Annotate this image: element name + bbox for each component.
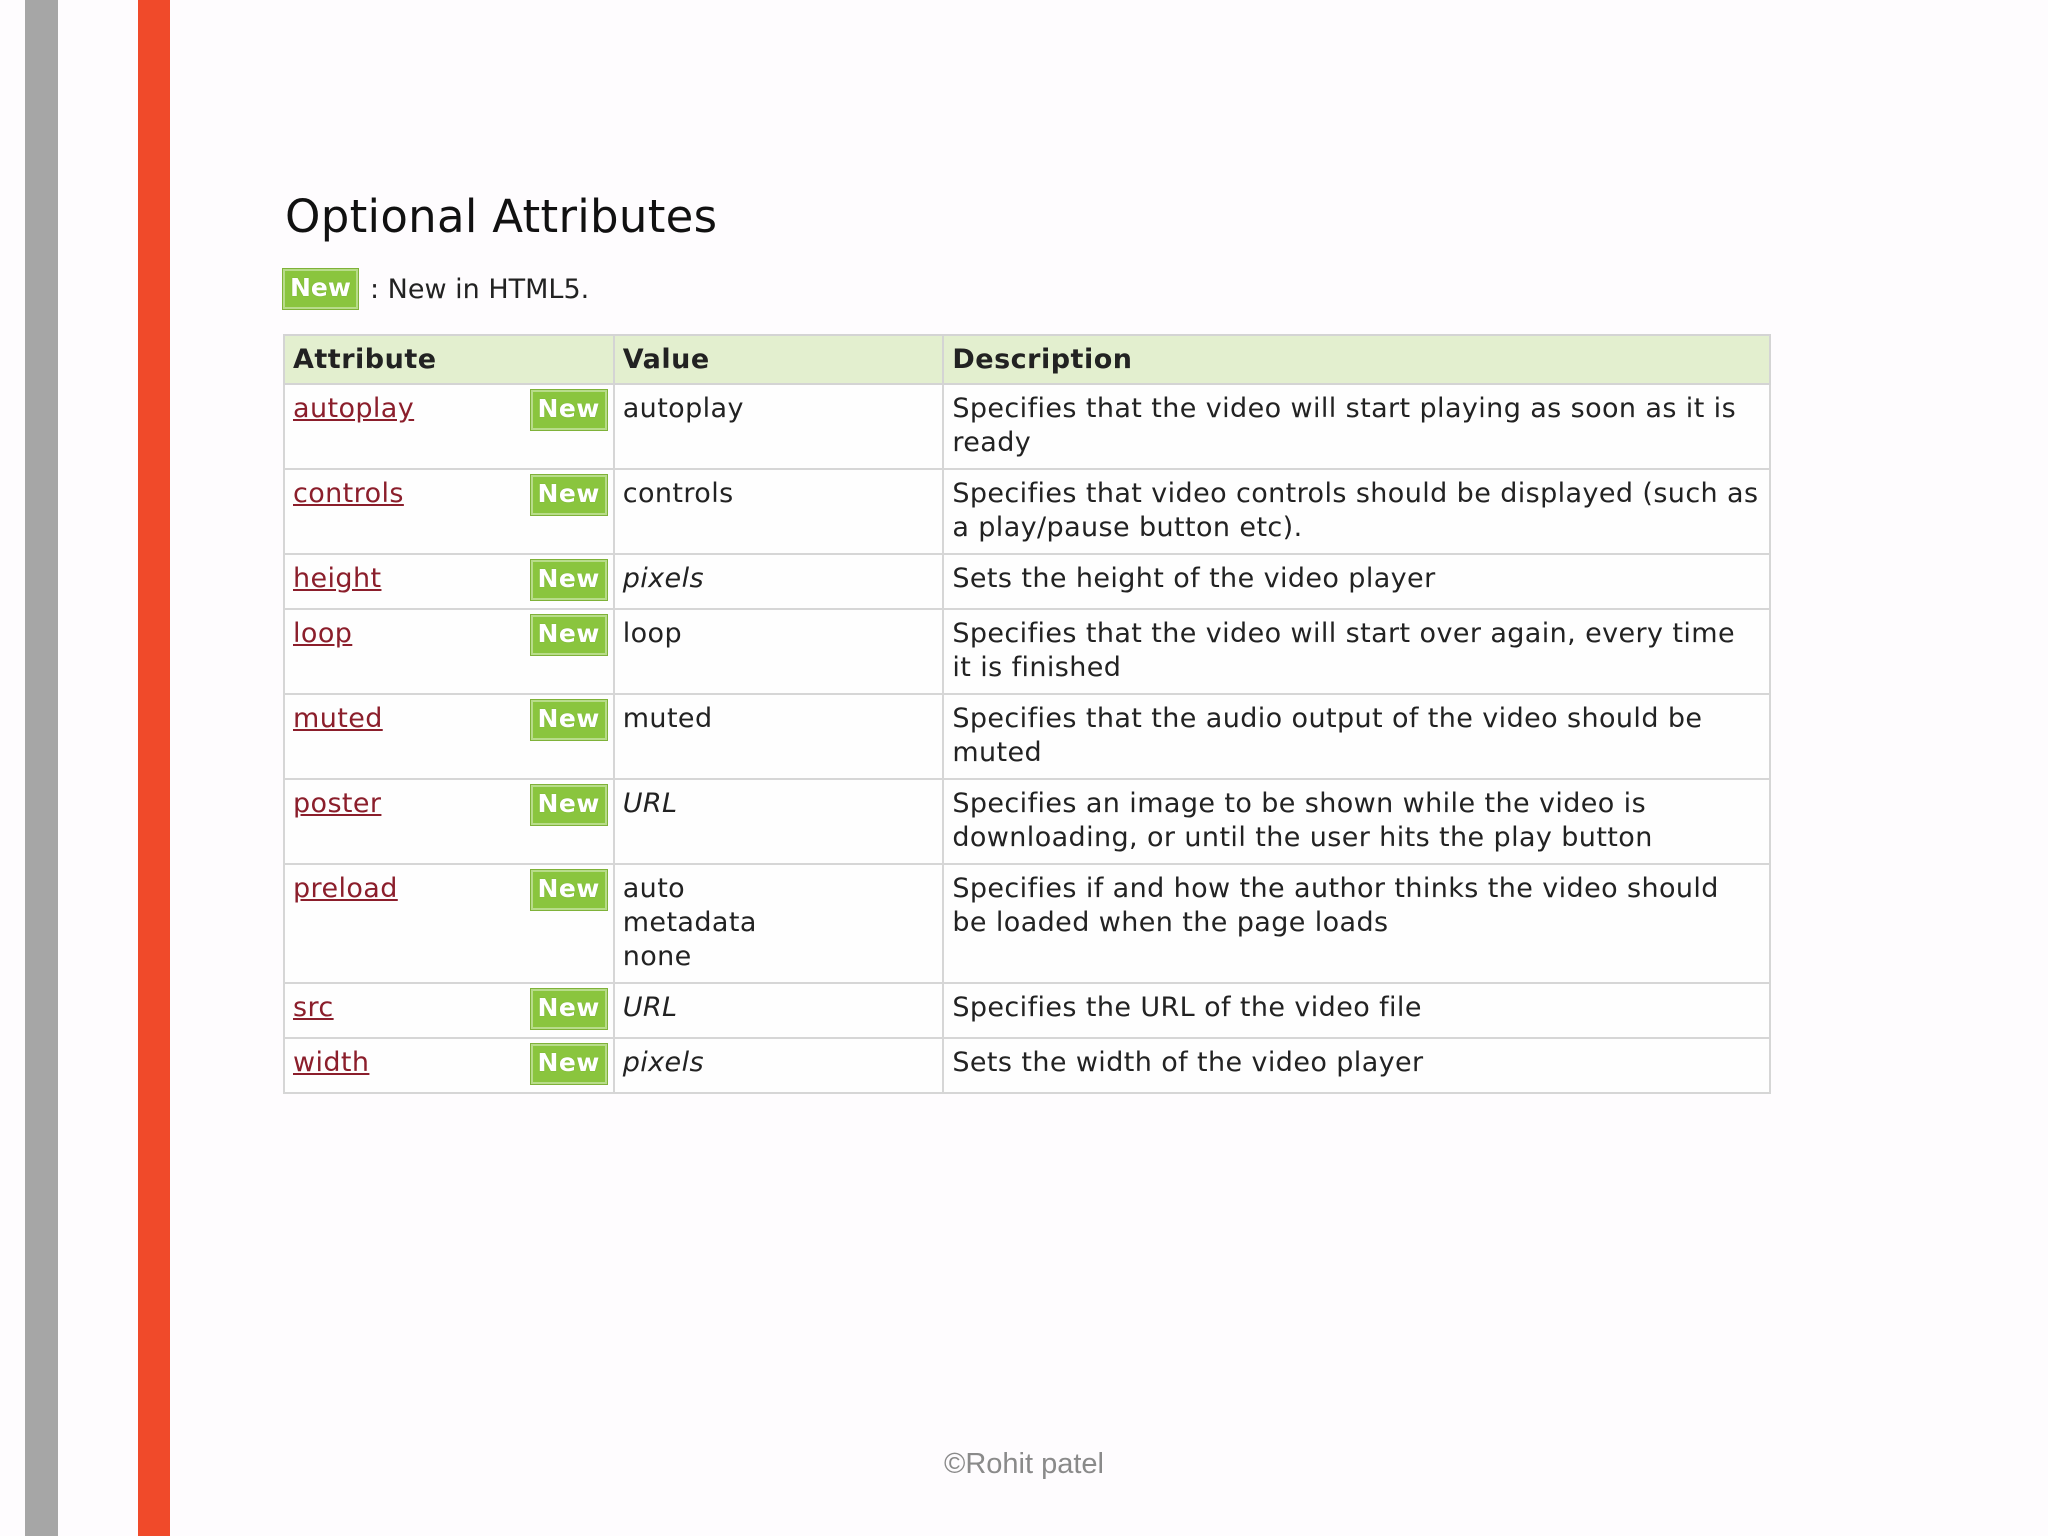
- table-row: [284, 1038, 1770, 1093]
- value-cell: [614, 983, 944, 1038]
- new-badge: New: [531, 870, 607, 910]
- legend-text: : New in HTML5.: [369, 273, 590, 305]
- table-row: [284, 864, 1770, 983]
- attribute-cell: [284, 983, 614, 1038]
- description-cell: Specifies the URL of the video file: [943, 983, 1770, 1038]
- value-cell: [614, 609, 944, 694]
- new-badge: New: [531, 560, 607, 600]
- description-cell: Specifies that the audio output of the video should be muted: [943, 694, 1770, 779]
- description-cell: Sets the width of the video player: [943, 1038, 1770, 1093]
- value-text: none: [622, 941, 692, 972]
- left-orange-stripe: [138, 0, 170, 1536]
- value-cell: [614, 694, 944, 779]
- table-row: [284, 609, 1770, 694]
- new-badge: New: [531, 785, 607, 825]
- table-row: [284, 469, 1770, 554]
- header-value: Value: [614, 335, 944, 384]
- table-header-row: [284, 335, 1770, 384]
- value-cell: [614, 864, 944, 983]
- new-badge: New: [283, 269, 358, 309]
- table-row: [284, 694, 1770, 779]
- attribute-cell: [284, 609, 614, 694]
- value-text: metadata: [622, 907, 757, 938]
- slide-content: [283, 190, 1773, 1094]
- table-body: [284, 384, 1770, 1093]
- page-title: Optional Attributes: [285, 190, 718, 243]
- table-row: [284, 554, 1770, 609]
- description-cell: Specifies if and how the author thinks the video should be loaded when the page loads: [943, 864, 1770, 983]
- value-text: URL: [622, 992, 678, 1023]
- table-row: [284, 384, 1770, 469]
- new-badge: New: [531, 700, 607, 740]
- value-text: URL: [622, 788, 678, 819]
- attribute-cell: [284, 384, 614, 469]
- value-cell: [614, 384, 944, 469]
- table-row: [284, 983, 1770, 1038]
- attribute-cell: [284, 554, 614, 609]
- attribute-link-src[interactable]: src: [293, 992, 334, 1023]
- new-badge: New: [531, 475, 607, 515]
- value-cell: [614, 469, 944, 554]
- attribute-cell: [284, 779, 614, 864]
- header-attribute: Attribute: [284, 335, 614, 384]
- new-badge: New: [531, 615, 607, 655]
- description-cell: Specifies that the video will start over again, every time it is finished: [943, 609, 1770, 694]
- value-cell: [614, 779, 944, 864]
- left-grey-stripe: [25, 0, 58, 1536]
- attribute-link-height[interactable]: height: [293, 563, 382, 594]
- footer-copyright: ©Rohit patel: [943, 1448, 1104, 1480]
- description-cell: Specifies that video controls should be displayed (such as a play/pause button etc).: [943, 469, 1770, 554]
- value-text: muted: [622, 703, 713, 734]
- description-cell: Specifies that the video will start playing as soon as it is ready: [943, 384, 1770, 469]
- attribute-link-muted[interactable]: muted: [293, 703, 383, 734]
- value-text: autoplay: [622, 393, 744, 424]
- value-cell: [614, 1038, 944, 1093]
- attribute-link-preload[interactable]: preload: [293, 873, 398, 904]
- attribute-link-loop[interactable]: loop: [293, 618, 353, 649]
- attribute-link-autoplay[interactable]: autoplay: [293, 393, 415, 424]
- attribute-link-controls[interactable]: controls: [293, 478, 404, 509]
- attribute-cell: [284, 1038, 614, 1093]
- attribute-link-poster[interactable]: poster: [293, 788, 382, 819]
- value-text: loop: [622, 618, 683, 649]
- attributes-table: [283, 334, 1771, 1094]
- value-text: pixels: [622, 563, 704, 594]
- new-badge: New: [531, 1044, 607, 1084]
- attribute-cell: [284, 864, 614, 983]
- value-text: pixels: [622, 1047, 704, 1078]
- value-text: auto: [622, 873, 686, 904]
- header-description: Description: [943, 335, 1770, 384]
- description-cell: Sets the height of the video player: [943, 554, 1770, 609]
- new-badge: New: [531, 390, 607, 430]
- new-badge: New: [531, 989, 607, 1029]
- value-cell: [614, 554, 944, 609]
- legend: [283, 269, 1773, 309]
- attribute-link-width[interactable]: width: [293, 1047, 370, 1078]
- attribute-cell: [284, 694, 614, 779]
- table-row: [284, 779, 1770, 864]
- description-cell: Specifies an image to be shown while the video is downloading, or until the user hits the play button: [943, 779, 1770, 864]
- value-text: controls: [622, 478, 734, 509]
- attribute-cell: [284, 469, 614, 554]
